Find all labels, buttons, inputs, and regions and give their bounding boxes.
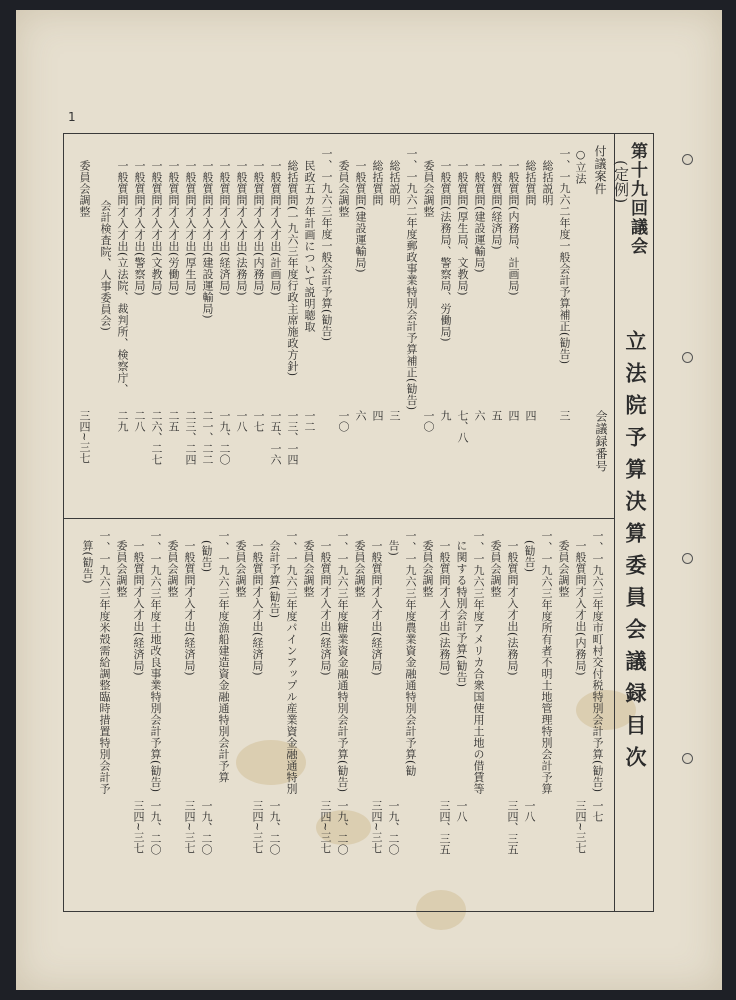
list-item: 会計検査院、人事委員会) (99, 200, 112, 332)
list-item: 一般質問才入才出(労働局) (167, 160, 180, 297)
session-note: (定例) (612, 160, 630, 204)
list-item: 一般質問(経済局) (490, 160, 503, 251)
list-item: 一般質問才入才出(法務局) (506, 540, 519, 677)
list-item: 一、一九六三年度アメリカ合衆国使用土地の借賃等 (472, 530, 485, 795)
list-item: 総括説明 (388, 160, 401, 206)
record-number: 一七 (591, 800, 604, 822)
list-item: 一般質問才入才出(経済局) (251, 540, 264, 677)
list-item: 一般質問才入才出(厚生局) (184, 160, 197, 297)
list-item: 一、一九六三年度所有者不明土地管理特別会計予算 (540, 530, 553, 795)
list-item: 一、一九六三年度土地改良事業特別会計予算(勧告) (149, 530, 162, 793)
list-item: 算(勧告) (81, 540, 94, 585)
list-item: 総括質問 (371, 160, 384, 206)
record-number: 三 (558, 410, 571, 421)
record-number: 二五 (167, 410, 180, 432)
list-item: 一般質問才入才出(法務局) (438, 540, 451, 677)
record-number: 六 (354, 410, 367, 421)
category-label: ○立法 (574, 148, 587, 185)
record-number: 四 (371, 410, 384, 421)
list-item: 一、一九六二年度郵政事業特別会計予算補正(勧告) (405, 148, 418, 411)
list-item: 一、一九六三年度市町村交付税特別会計予算(勧告) (591, 530, 604, 793)
record-number: 一〇 (337, 410, 350, 432)
list-item: 一、一九六三年度パインアップル産業資金融通特別 (285, 530, 298, 795)
record-number: 三四~三七 (370, 800, 383, 854)
section-heading: 付議案件 (593, 145, 607, 195)
record-number: 三四~三七 (574, 800, 587, 854)
list-item: 一般質問才入才出(経済局) (319, 540, 332, 677)
record-number: 三四、三五 (506, 800, 519, 855)
record-number: 五 (490, 410, 503, 421)
list-item: 一般質問才入才出(経済局) (183, 540, 196, 677)
record-number: 二九 (116, 410, 129, 432)
list-item: 委員会調整 (337, 160, 350, 218)
list-item: 一般質問(建設運輸局) (473, 160, 486, 274)
section-divider (63, 518, 614, 519)
list-item: 一般質問才入才出(経済局) (370, 540, 383, 677)
list-item: (勧告) (523, 540, 536, 573)
list-item: 一般質問才入才出(内務局) (252, 160, 265, 297)
page-number: 1 (68, 110, 76, 124)
record-number: 六 (473, 410, 486, 421)
list-item: 民政五カ年計画について説明聴取 (303, 160, 316, 333)
record-number: 三四~三七 (132, 800, 145, 854)
list-item: 一般質問才入才出(文教局) (150, 160, 163, 297)
list-item: 総括質問 (524, 160, 537, 206)
list-item: 一、一九六二年度一般会計予算補正(勧告) (558, 148, 571, 365)
list-item: 一、一九六三年度漁船建造資金融通特別会計予算 (217, 530, 230, 783)
record-number: 二三、二四 (184, 410, 197, 465)
list-item: 一般質問(法務局、警察局、労働局) (439, 160, 452, 343)
record-number: 一五、一六 (269, 410, 282, 465)
header-divider (614, 133, 615, 912)
list-item: 総括質問(一九六三年度行政主席施政方針) (286, 160, 299, 377)
list-item: 一般質問(厚生局、文教局) (456, 160, 469, 297)
record-number: 一二 (303, 410, 316, 432)
list-item: (勧告) (200, 540, 213, 573)
record-number: 一九、二〇 (200, 800, 213, 855)
list-item: 一、一九六三年度米殻需給調整臨時措置特別会計予 (98, 530, 111, 795)
list-item: 一、一九六三年度一般会計予算(勧告) (320, 148, 333, 342)
list-item: 委員会調整 (422, 160, 435, 218)
record-number: 一〇 (422, 410, 435, 432)
record-number-label: 会議録番号 (594, 410, 608, 473)
list-item: 一般質問才入才出(建設運輸局) (201, 160, 214, 320)
list-item: 一般質問(内務局、計画局) (507, 160, 520, 297)
record-number: 一九、二〇 (336, 800, 349, 855)
record-number: 四 (507, 410, 520, 421)
record-number: 一八 (235, 410, 248, 432)
list-item: 一般質問才入才出(立法院、裁判所、検察庁、 (116, 160, 129, 395)
list-item: 委員会調整 (115, 540, 128, 598)
record-number: 一九、二〇 (218, 410, 231, 465)
list-item: 一、一九六三年度農業資金融通特別会計予算(勧 (404, 530, 417, 777)
list-item: 一般質問才入才出(警察局) (133, 160, 146, 297)
list-item: 一般質問才入才出(経済局) (218, 160, 231, 297)
record-number: 二八 (133, 410, 146, 432)
list-item: 一般質問才入才出(経済局) (132, 540, 145, 677)
list-item: 一般質問才入才出(法務局) (235, 160, 248, 297)
list-item: 委員会調整 (489, 540, 502, 598)
list-item: 委員会調整 (421, 540, 434, 598)
session-title: 第十九回議会 (627, 142, 647, 256)
list-item: 一、一九六三年度糖業資金融通特別会計予算(勧告) (336, 530, 349, 793)
record-number: 四 (524, 410, 537, 421)
list-item: に関する特別会計予算(勧告) (455, 540, 468, 688)
list-item: 告) (387, 540, 400, 557)
list-item: 総括説明 (541, 160, 554, 206)
list-item: 委員会調整 (78, 160, 91, 218)
record-number: 三四、三五 (438, 800, 451, 855)
page-title: 立法院予算決算委員会議録目次 (623, 330, 648, 778)
record-number: 一九、二〇 (149, 800, 162, 855)
record-number: 二一、二二 (201, 410, 214, 465)
record-number: 三四~三七 (183, 800, 196, 854)
record-number: 三四~三七 (78, 410, 91, 464)
list-item: 一般質問(建設運輸局) (354, 160, 367, 274)
list-item: 委員会調整 (353, 540, 366, 598)
list-item: 一般質問才入才出(計画局) (269, 160, 282, 297)
list-item: 一般質問才入才出(内務局) (574, 540, 587, 677)
record-number: 三 (388, 410, 401, 421)
list-item: 会計予算(勧告) (268, 540, 281, 619)
list-item: 委員会調整 (557, 540, 570, 598)
record-number: 一八 (455, 800, 468, 822)
record-number: 三四~三七 (251, 800, 264, 854)
record-number: 二六、二七 (150, 410, 163, 465)
record-number: 一九、二〇 (268, 800, 281, 855)
record-number: 九 (439, 410, 452, 421)
record-number: 一三、一四 (286, 410, 299, 465)
record-number: 三四~三七 (319, 800, 332, 854)
list-item: 委員会調整 (302, 540, 315, 598)
record-number: 七、八 (456, 410, 469, 443)
record-number: 一八 (523, 800, 536, 822)
record-number: 一七 (252, 410, 265, 432)
list-item: 委員会調整 (166, 540, 179, 598)
list-item: 委員会調整 (234, 540, 247, 598)
record-number: 一九、二〇 (387, 800, 400, 855)
